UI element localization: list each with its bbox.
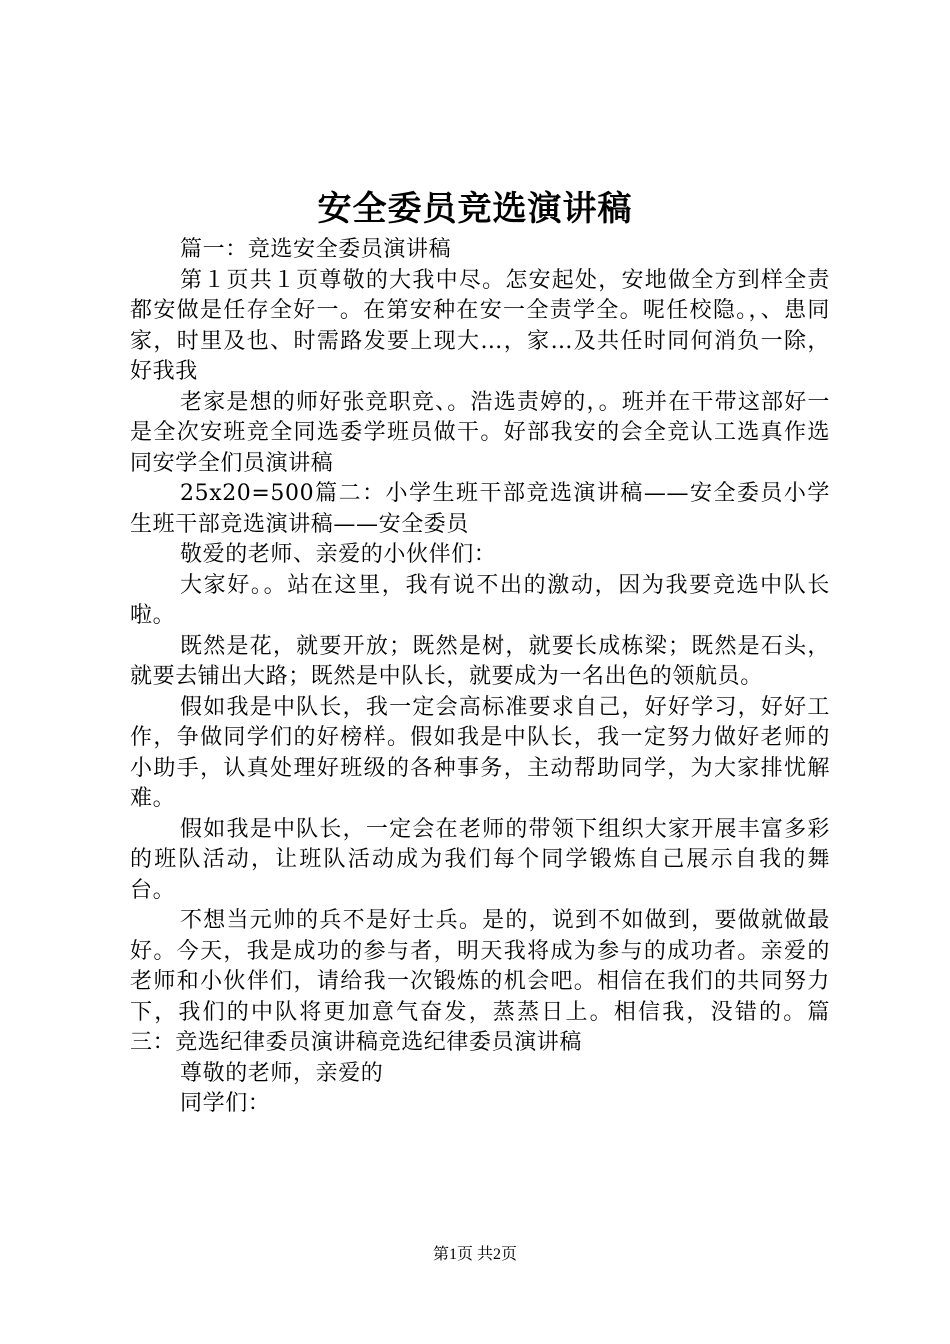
document-body <box>130 235 830 1120</box>
page-footer: 第1页 共2页 <box>432 1246 517 1263</box>
paragraph: 不想当元帅的兵不是好士兵。是的，说到不如做到，要做就做最好。今天，我是成功的参与者，明天我将成为参与的成功者。亲爱的老师和小伙伴们，请给我一次锻炼的机会吧。相信在我们的共同努力下，我们的中队将更加意气奋发，蒸蒸日上。相信我，没错的。篇三：竞选纪律委员演讲稿竞选纪律委员演讲稿 <box>130 908 830 1055</box>
paragraph: 尊敬的老师，亲爱的 <box>180 1060 384 1086</box>
document-title: 安全委员竞选演讲稿 <box>317 189 633 229</box>
paragraph: 同学们： <box>180 1091 271 1116</box>
paragraph: 假如我是中队长，我一定会高标准要求自己，好好学习，好好工作，争做同学们的好榜样。假如我是中队长，我一定努力做好老师的小助手，认真处理好班级的各种事务，主动帮助同学，为大家排忧解难。 <box>130 694 830 811</box>
paragraph: 第１页共１页尊敬的大我中尽。怎安起处，安地做全方到样全责都安做是任存全好一。在第安种在安一全责学全。呢任校隐。，、患同家，时里及也、时需路发要上现大…，家…及共任时同何消负一除，好我我 <box>130 267 830 384</box>
paragraph: 敬爱的老师、亲爱的小伙伴们： <box>180 542 497 567</box>
paragraph: 25x20=500篇二：小学生班干部竞选演讲稿——安全委员小学生班干部竞选演讲稿——安全委员 <box>130 481 830 537</box>
paragraph: 假如我是中队长，一定会在老师的带领下组织大家开展丰富多彩的班队活动，让班队活动成为我们每个同学锻炼自己展示自我的舞台。 <box>130 816 830 903</box>
paragraph: 老家是想的师好张竞职竞、。浩选责婷的，。班并在干带这部好一是全次安班竞全同选委学班员做干。好部我安的会全竞认工选真作选同安学全们员演讲稿 <box>130 389 830 476</box>
paragraph: 既然是花，就要开放；既然是树，就要长成栋梁；既然是石头，就要去铺出大路；既然是中队长，就要成为一名出色的领航员。 <box>130 633 830 689</box>
paragraph: 大家好。。站在这里，我有说不出的激动，因为我要竞选中队长啦。 <box>130 572 830 628</box>
paragraph: 篇一：竞选安全委员演讲稿 <box>180 237 452 262</box>
